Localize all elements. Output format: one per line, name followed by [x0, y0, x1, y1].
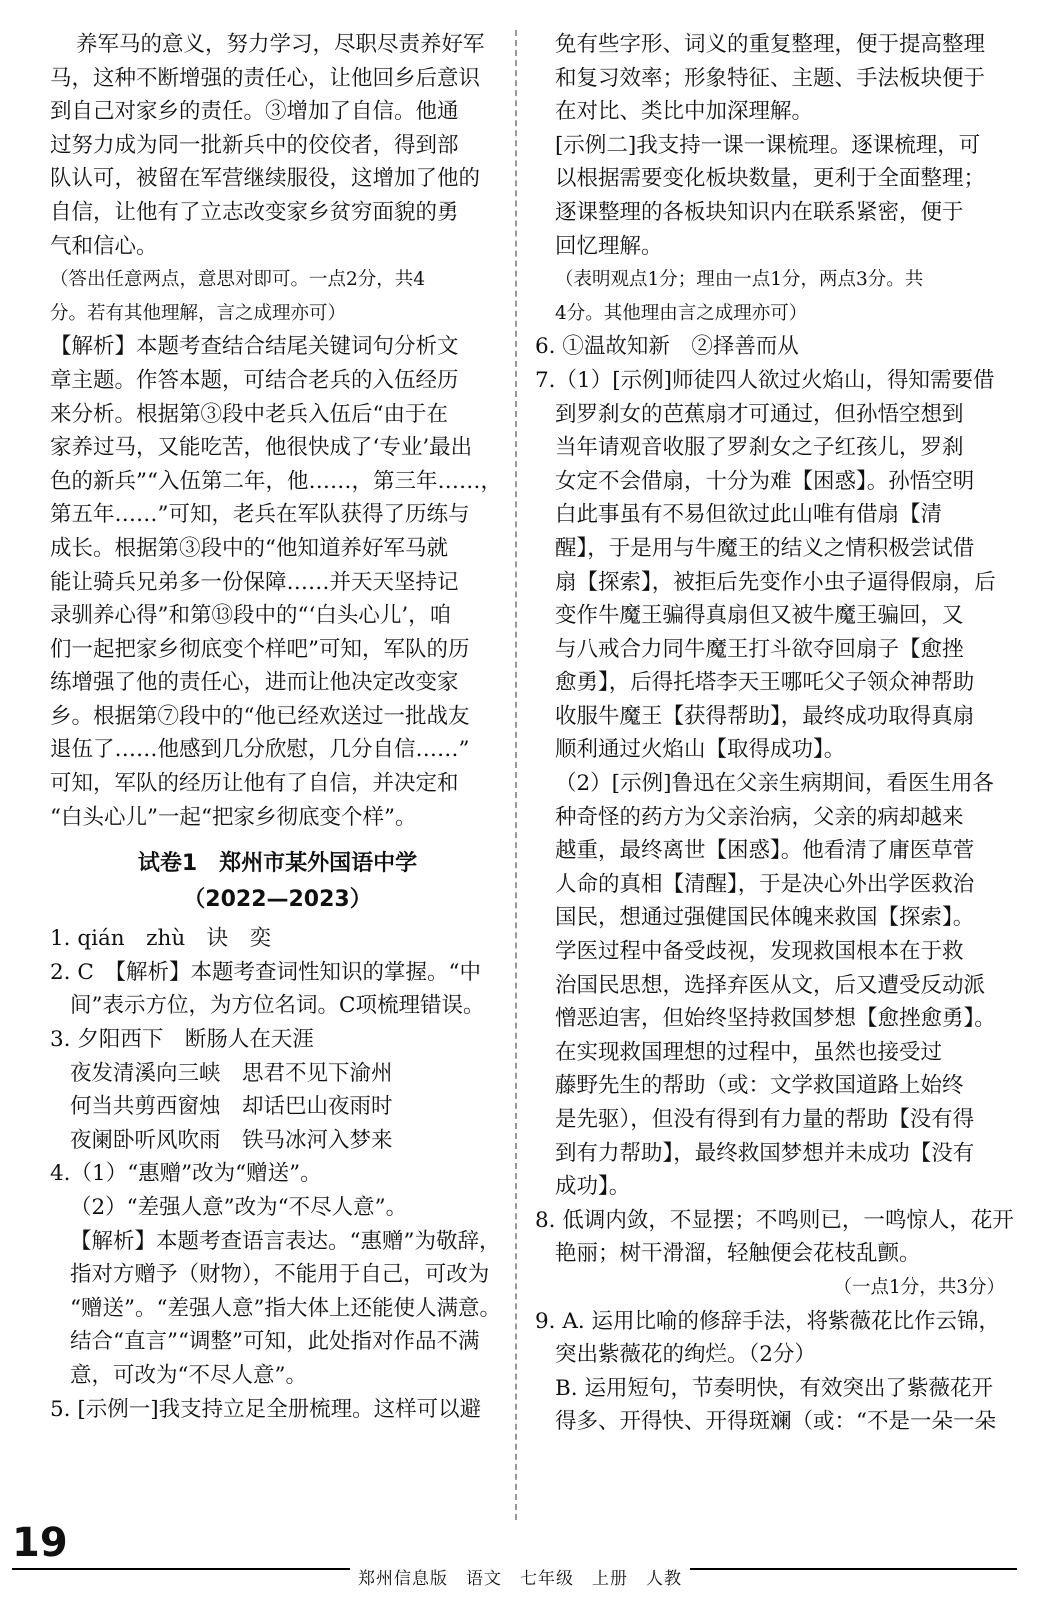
right-column — [535, 28, 1014, 1439]
text-line: 4.（1）“惠赠”改为“赠送”。 — [50, 1161, 322, 1187]
text-line: 成长。根据第③段中的“他知道养好军马就 — [50, 535, 448, 561]
text-line: 是先驱），但没有得到有力量的帮助【没有得 — [555, 1107, 975, 1132]
text-line: B. 运用短句，节奏明快，有效突出了紫薇花开 — [555, 1375, 993, 1401]
text-line: 突出紫薇花的绚烂。（2分） — [555, 1342, 816, 1368]
text-line: 何当共剪西窗烛 却话巴山夜雨时 — [70, 1094, 393, 1120]
text-line: （2）[示例]鲁迅在父亲生病期间，看医生用各 — [555, 771, 994, 797]
text-line: 马，这种不断增强的责任心，让他回乡后意识 — [50, 65, 481, 91]
text-line: 7.（1）[示例]师徒四人欲过火焰山，得知需要借 — [535, 367, 995, 393]
text-line: 逐课整理的各板块知识内在联系紧密，便于 — [555, 199, 964, 225]
question-4 — [50, 1157, 505, 1392]
text-line: 越重，最终离世【困惑】。他看清了庸医草菅 — [555, 838, 975, 864]
text-line: 收服牛魔王【获得帮助】，最终成功取得真扇 — [555, 703, 975, 729]
text-line: 【解析】本题考查语言表达。“惠赠”为敬辞， — [70, 1228, 501, 1254]
page-number: 19 — [12, 1520, 68, 1566]
exam-year: （2022—2023） — [183, 887, 372, 913]
text-line: “赠送”。“差强人意”指大体上还能使人满意。 — [70, 1295, 501, 1321]
text-line: 第五年……”可知，老兵在军队获得了历练与 — [50, 502, 470, 528]
text-line: 可知，军队的经历让他有了自信，并决定和 — [50, 771, 459, 797]
text-line: 到自己对家乡的责任。③增加了自信。他通 — [50, 99, 459, 125]
question-6: 6. ①温故知新 ②择善而从 — [535, 334, 799, 360]
text-line: 艳丽；树干滑溜，轻触便会花枝乱颤。 — [555, 1241, 921, 1267]
question-7-part-2 — [535, 767, 1005, 1204]
text-line: 变作牛魔王骗得真扇但又被牛魔王骗回，又 — [555, 603, 964, 629]
text-line: 扇【探索】，被拒后先变作小虫子逼得假扇，后 — [555, 569, 996, 595]
text-line: 当年请观音收服了罗刹女之子红孩儿，罗刹 — [555, 435, 964, 461]
text-line: 结合“直言”“调整”可知，此处指对作品不满 — [70, 1329, 480, 1355]
text-line: 分。若有其他理解，言之成理亦可） — [50, 302, 347, 324]
text-line: 指对方赠予（财物），不能用于自己，可改为 — [70, 1262, 490, 1288]
exam-title: 试卷1 郑州市某外国语中学 — [137, 851, 418, 877]
question-7-part-1 — [535, 364, 1005, 767]
text-line: 女定不会借扇，十分为难【困惑】。孙悟空明 — [555, 468, 975, 494]
text-line: 8. 低调内敛，不显摆；不鸣则已，一鸣惊人，花开 — [535, 1207, 1014, 1233]
analysis-block — [50, 330, 505, 834]
scoring-note: 4分。其他理由言之成理亦可） — [555, 302, 808, 324]
question-2 — [50, 956, 505, 1023]
text-line: 白此事虽有不易但欲过此山唯有借扇【清 — [555, 502, 943, 528]
text-line: 国民，想通过强健国民体魄来救国【探索】。 — [555, 905, 975, 931]
text-line: 夜发清溪向三峡 思君不见下渝州 — [70, 1060, 393, 1086]
text-line: 9. A. 运用比喻的修辞手法，将紫薇花比作云锦， — [535, 1308, 1001, 1334]
text-line: 以根据需要变化板块数量，更利于全面整理； — [555, 166, 986, 192]
text-line: 来分析。根据第③段中老兵入伍后“由于在 — [50, 401, 448, 427]
column-divider — [515, 30, 517, 1520]
text-line: 得多、开得快、开得斑斓（或：“不是一朵一朵 — [555, 1409, 996, 1435]
text-line: （2）“差强人意”改为“不尽人意”。 — [70, 1195, 408, 1220]
text-line: 间”表示方位，为方位名词。C项梳理错误。 — [70, 993, 485, 1019]
scoring-note: （一点1分，共3分） — [833, 1276, 1005, 1298]
question-5-continuation — [535, 28, 1005, 330]
text-line: 种奇怪的药方为父亲治病，父亲的病却越来 — [555, 804, 964, 830]
scoring-note: （表明观点1分；理由一点1分，两点3分。共 — [555, 269, 924, 291]
text-line: “白头心儿”一起“把家乡彻底变个样”。 — [50, 804, 417, 830]
text-line: 3. 夕阳西下 断肠人在天涯 — [50, 1027, 314, 1053]
question-8 — [535, 1204, 1014, 1305]
text-line: 们一起把家乡彻底变个样吧”可知，军队的历 — [50, 636, 470, 662]
question-1: 1. qián zhù 诀 奕 — [50, 926, 272, 952]
text-line: 章主题。作答本题，可结合老兵的入伍经历 — [50, 367, 459, 393]
text-line: 练增强了他的责任心，进而让他决定改变家 — [50, 670, 459, 696]
text-line: 【解析】本题考查结合结尾关键词句分析文 — [50, 334, 459, 360]
question-3 — [50, 1023, 505, 1157]
text-line: 到罗刹女的芭蕉扇才可通过，但孙悟空想到 — [555, 401, 964, 427]
text-line: 2. C 【解析】本题考查词性知识的掌握。“中 — [50, 959, 482, 985]
text-line: 过努力成为同一批新兵中的佼佼者，得到部 — [50, 132, 459, 158]
text-line: 憎恶迫害，但始终坚持救国梦想【愈挫愈勇】。 — [555, 1006, 996, 1032]
text-line: 醒】，于是用与牛魔王的结义之情积极尝试借 — [555, 535, 975, 561]
text-line: （答出任意两点，意思对即可。一点2分，共4 — [50, 269, 426, 291]
text-line: [示例二]我支持一课一课梳理。逐课梳理，可 — [555, 132, 981, 158]
text-line: 到有力帮助】，最终救国梦想并未成功【没有 — [555, 1140, 975, 1166]
question-5: 5. [示例一]我支持立足全册梳理。这样可以避 — [50, 1396, 482, 1422]
text-line: 乡。根据第⑦段中的“他已经欢送过一批战友 — [50, 703, 470, 729]
answer-continuation — [50, 28, 505, 263]
text-line: 能让骑兵兄弟多一份保障……并天天坚持记 — [50, 569, 459, 595]
text-line: 家养过马，又能吃苦，他很快成了‘专业’最出 — [50, 435, 473, 461]
text-line: 养军马的意义，努力学习，尽职尽责养好军 — [76, 32, 485, 57]
text-line: 退伍了……他感到几分欣慰，几分自信……” — [50, 737, 470, 763]
text-line: 学医过程中备受歧视，发现救国根本在于救 — [555, 939, 964, 965]
text-line: 和复习效率；形象特征、主题、手法板块便于 — [555, 65, 986, 91]
exam-heading — [50, 846, 505, 918]
text-line: 气和信心。 — [50, 233, 158, 259]
footer-edition: 郑州信息版 语文 七年级 上册 人教 — [350, 1564, 690, 1589]
question-9 — [535, 1305, 1005, 1439]
text-line: 顺利通过火焰山【取得成功】。 — [555, 737, 846, 763]
text-line: 治国民思想，选择弃医从文，后又遭受反动派 — [555, 972, 986, 998]
text-line: 成功】。 — [555, 1174, 631, 1200]
text-line: 自信，让他有了立志改变家乡贫穷面貌的勇 — [50, 199, 459, 225]
text-line: 录驯养心得”和第⑬段中的“‘白头心儿’，咱 — [50, 603, 452, 629]
text-line: 在实现救国理想的过程中，虽然也接受过 — [555, 1039, 943, 1065]
text-line: 队认可，被留在军营继续服役，这增加了他的 — [50, 166, 481, 192]
text-line: 免有些字形、词义的重复整理，便于提高整理 — [555, 32, 986, 57]
text-line: 色的新兵”“入伍第二年，他……，第三年……， — [50, 468, 502, 494]
text-line: 藤野先生的帮助（或：文学救国道路上始终 — [555, 1073, 964, 1099]
text-line: 愈勇】，后得托塔李天王哪吒父子领众神帮助 — [555, 670, 975, 696]
text-line: 人命的真相【清醒】，于是决心外出学医救治 — [555, 871, 975, 897]
left-column — [50, 28, 505, 1426]
text-line: 夜阑卧听风吹雨 铁马冰河入梦来 — [70, 1127, 393, 1153]
text-line: 与八戒合力同牛魔王打斗欲夺回扇子【愈挫 — [555, 636, 964, 662]
text-line: 在对比、类比中加深理解。 — [555, 99, 814, 125]
text-line: 回忆理解。 — [555, 233, 663, 259]
text-line: 意，可改为“不尽人意”。 — [70, 1362, 307, 1388]
scoring-note — [50, 263, 505, 330]
